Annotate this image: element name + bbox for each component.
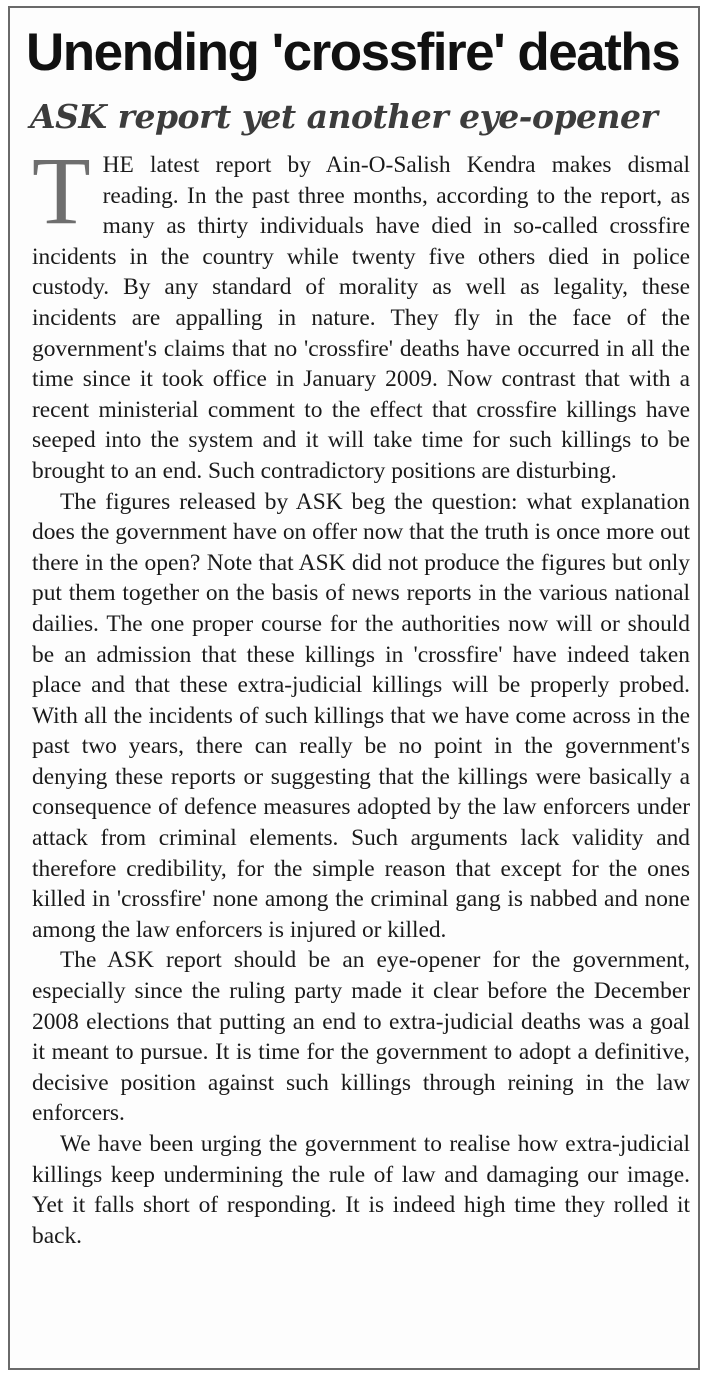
paragraph-4: We have been urging the government to realise how extra-judicial killings keep undermining the rule of law and damaging our image. Yet it falls short of responding. It is indeed high time they rolled it back. [32,1131,690,1249]
paragraph-3: The ASK report should be an eye-opener for the government, especially since the ruling party made it clear before the December 2008 elections that putting an end to extra-judicial deaths was a goal it meant to pursue. It is time for the government to adopt a definitive, decisive position against such killings through reining in the law enforcers. [32,947,690,1127]
paragraph-2: The figures released by ASK beg the question: what explanation does the government have on offer now that the truth is once more out there in the open? Note that ASK did not produce the figures but only put them together on the basis of news reports in the various national dailies. The one proper course for the authorities now will or should be an admission that these killings in 'crossfire' have indeed taken place and that these extra-judicial killings will be properly probed. With all the incidents of such killings that we have come across in the past two years, there can really be no point in the government's denying these reports or suggesting that the killings were basically a consequence of defence measures adopted by the law enforcers under attack from criminal elements. Such arguments lack validity and therefore credibility, for the simple reason that except for the ones killed in 'crossfire' none among the criminal gang is nabbed and none among the law enforcers is injured or killed. [32,488,690,943]
paragraph-1-text: HE latest report by Ain-O-Salish Kendra makes dismal reading. In the past three months, according to the report, as many as thirty individuals have died in so-called crossfire incidents in the country while twenty five others died in police custody. By any standard of morality as well as legality, these incidents are appalling in nature. They fly in the face of the government's claims that no 'crossfire' deaths have occurred in all the time since it took office in January 2009. Now contrast that with a recent ministerial comment to the effect that crossfire killings have seeped into the system and it will take time for such killings to be brought to an end. Such contradictory positions are disturbing. [32,152,690,484]
subheadline: ASK report yet another eye-opener [30,97,658,136]
headline: Unending 'crossfire' deaths [26,23,680,82]
drop-cap: T [32,137,91,244]
paragraph-1 [32,137,690,487]
article-body [32,137,690,1251]
